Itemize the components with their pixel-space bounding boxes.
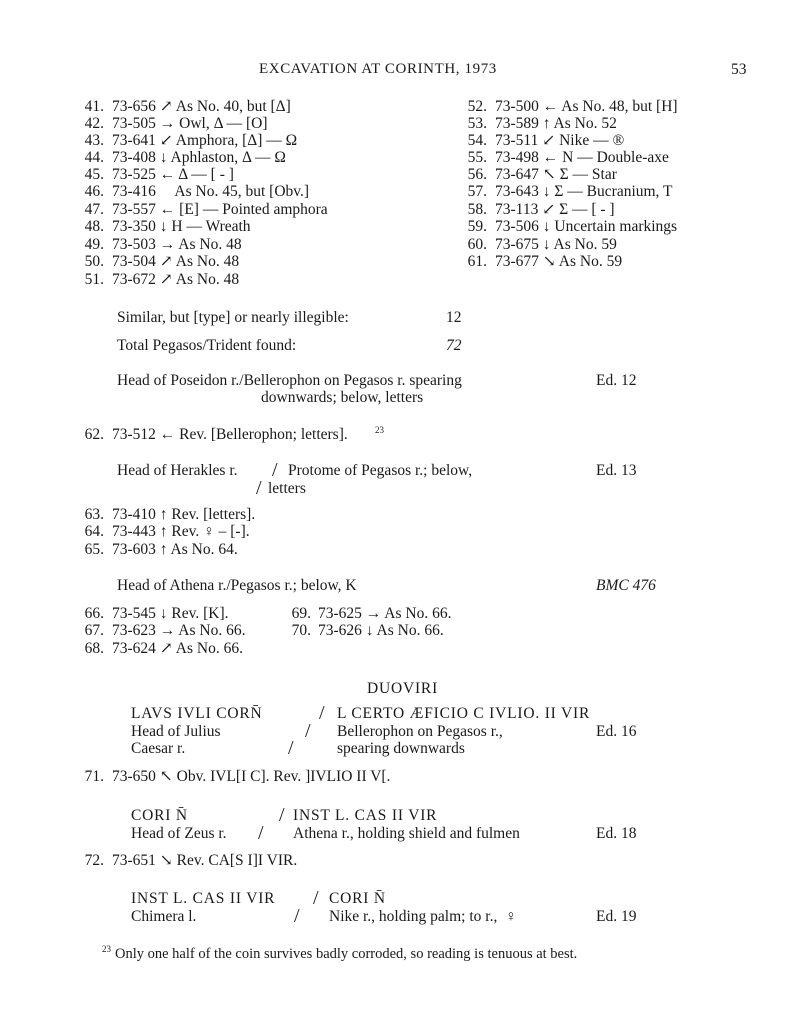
entry-text: 73-624 ↗ As No. 66. (112, 640, 243, 657)
entry-number: 61. (467, 253, 487, 270)
obverse-description: Head of Zeus r. (131, 825, 227, 842)
entry-text: 73-512 ← Rev. [Bellerophon; letters]. (112, 426, 348, 443)
entry-number: 50. (84, 253, 104, 270)
entry-number: 51. (84, 271, 104, 288)
obverse-legend: LAVS IVLI CORN̄ (131, 705, 263, 722)
entry-number: 57. (467, 183, 487, 200)
reverse-legend: CORI N̄ (329, 890, 386, 907)
entry-text: 73-505 → Owl, Δ — [O] (112, 115, 268, 132)
obverse-description: Head of Julius (131, 723, 221, 740)
entry-text: 73-408 ↓ Aphlaston, Δ — Ω (112, 149, 286, 166)
reverse-legend: INST L. CAS II VIR (293, 807, 438, 824)
entry-text: 73-589 ↑ As No. 52 (495, 115, 617, 132)
reverse-description: letters (268, 480, 306, 497)
entry-text: 73-672 ↗ As No. 48 (112, 271, 240, 288)
type-description: Head of Poseidon r./Bellerophon on Pegasos r. spearing (117, 372, 462, 389)
type-description: downwards; below, letters (261, 389, 424, 406)
entry-text: 73-503 → As No. 48 (112, 236, 242, 253)
total-label: Total Pegasos/Trident found: (117, 337, 297, 354)
entry-number: 41. (84, 98, 104, 115)
footnote-text: Only one half of the coin survives badly corroded, so reading is tenuous at best. (115, 946, 578, 962)
entry-number: 63. (84, 506, 104, 523)
footnote-number: 23 (102, 944, 111, 954)
reverse-description: Protome of Pegasos r.; below, (288, 462, 473, 479)
reverse-description: Nike r., holding palm; to r., ♀ (329, 908, 517, 925)
entry-number: 48. (84, 218, 104, 235)
entry-number: 66. (84, 605, 104, 622)
entry-text: 73-647 ↖ Σ — Star (495, 166, 617, 183)
separator-slash: / (279, 804, 285, 826)
similar-value: 12 (446, 309, 462, 326)
entry-text: 73-506 ↓ Uncertain markings (495, 218, 678, 235)
entry-number: 72. (84, 852, 104, 869)
entry-number: 62. (84, 426, 104, 443)
reverse-description: Bellerophon on Pegasos r., (337, 723, 503, 740)
obverse-description: Caesar r. (131, 740, 186, 757)
entry-number: 45. (84, 166, 104, 183)
type-reference: Ed. 13 (596, 462, 637, 479)
entry-number: 68. (84, 640, 104, 657)
entry-number: 64. (84, 523, 104, 540)
footnote-marker: 23 (375, 425, 384, 435)
separator-slash: / (272, 459, 278, 481)
separator-slash: / (258, 822, 264, 844)
entry-text: 73-623 → As No. 66. (112, 622, 246, 639)
entry-text: 73-557 ← [E] — Pointed amphora (112, 201, 328, 218)
reverse-legend: L CERTO ÆFICIO C IVLIO. II VIR (337, 705, 591, 722)
entry-number: 55. (467, 149, 487, 166)
entry-text: 73-656 ↗ As No. 40, but [Δ] (112, 98, 291, 115)
entry-text: 73-500 ← As No. 48, but [H] (495, 98, 678, 115)
entry-text: 73-626 ↓ As No. 66. (318, 622, 444, 639)
entry-text: 73-410 ↑ Rev. [letters]. (112, 506, 256, 523)
type-reference: BMC 476 (596, 577, 656, 594)
reverse-description: spearing downwards (337, 740, 465, 757)
entry-text: 73-416 As No. 45, but [Obv.] (112, 183, 310, 200)
entry-text: 73-545 ↓ Rev. [K]. (112, 605, 229, 622)
entry-text: 73-641 ↙ Amphora, [Δ] — Ω (112, 132, 298, 149)
entry-number: 71. (84, 768, 104, 785)
type-description: Head of Athena r./Pegasos r.; below, K (117, 577, 357, 594)
running-header-title: EXCAVATION AT CORINTH, 1973 (259, 61, 497, 77)
page-number: 53 (731, 61, 747, 78)
entry-text: 73-675 ↓ As No. 59 (495, 236, 617, 253)
type-reference: Ed. 16 (596, 723, 637, 740)
type-reference: Ed. 12 (596, 372, 637, 389)
total-value: 72 (446, 337, 462, 354)
entry-text: 73-643 ↓ Σ — Bucranium, T (495, 183, 673, 200)
separator-slash: / (256, 477, 262, 499)
entry-number: 44. (84, 149, 104, 166)
obverse-legend: CORI N̄ (131, 807, 188, 824)
entry-text: 73-443 ↑ Rev. ♀ – [-]. (112, 523, 250, 540)
separator-slash: / (313, 887, 319, 909)
entry-number: 49. (84, 236, 104, 253)
entry-number: 60. (467, 236, 487, 253)
entry-number: 52. (467, 98, 487, 115)
obverse-description: Chimera l. (131, 908, 197, 925)
entry-number: 56. (467, 166, 487, 183)
entry-number: 58. (467, 201, 487, 218)
obverse-description: Head of Herakles r. (117, 462, 238, 479)
reverse-description: Athena r., holding shield and fulmen (293, 825, 520, 842)
entry-number: 46. (84, 183, 104, 200)
entry-number: 70. (291, 622, 311, 639)
entry-number: 69. (291, 605, 311, 622)
separator-slash: / (294, 905, 300, 927)
section-heading: DUOVIRI (367, 680, 439, 697)
similar-label: Similar, but [type] or nearly illegible: (117, 309, 349, 326)
type-reference: Ed. 19 (596, 908, 637, 925)
entry-number: 43. (84, 132, 104, 149)
entry-text: 73-650 ↖ Obv. IVL[I C]. Rev. ]IVLIO II V[. (112, 768, 391, 785)
entry-number: 54. (467, 132, 487, 149)
type-reference: Ed. 18 (596, 825, 637, 842)
entry-text: 73-603 ↑ As No. 64. (112, 541, 238, 558)
entry-number: 59. (467, 218, 487, 235)
entry-number: 65. (84, 541, 104, 558)
entry-text: 73-113 ↙ Σ — [ - ] (495, 201, 615, 218)
entry-text: 73-498 ← N — Double-axe (495, 149, 669, 166)
entry-text: 73-625 → As No. 66. (318, 605, 452, 622)
separator-slash: / (305, 720, 311, 742)
separator-slash: / (288, 737, 294, 759)
entry-text: 73-511 ↙ Nike — ® (495, 132, 625, 149)
entry-number: 42. (84, 115, 104, 132)
entry-text: 73-350 ↓ H — Wreath (112, 218, 251, 235)
entry-number: 47. (84, 201, 104, 218)
separator-slash: / (319, 702, 325, 724)
entry-text: 73-504 ↗ As No. 48 (112, 253, 240, 270)
entry-text: 73-677 ↘ As No. 59 (495, 253, 623, 270)
obverse-legend: INST L. CAS II VIR (131, 890, 276, 907)
entry-number: 67. (84, 622, 104, 639)
entry-text: 73-525 ← Δ — [ - ] (112, 166, 234, 183)
entry-number: 53. (467, 115, 487, 132)
entry-text: 73-651 ↘ Rev. CA[S I]I VIR. (112, 852, 298, 869)
